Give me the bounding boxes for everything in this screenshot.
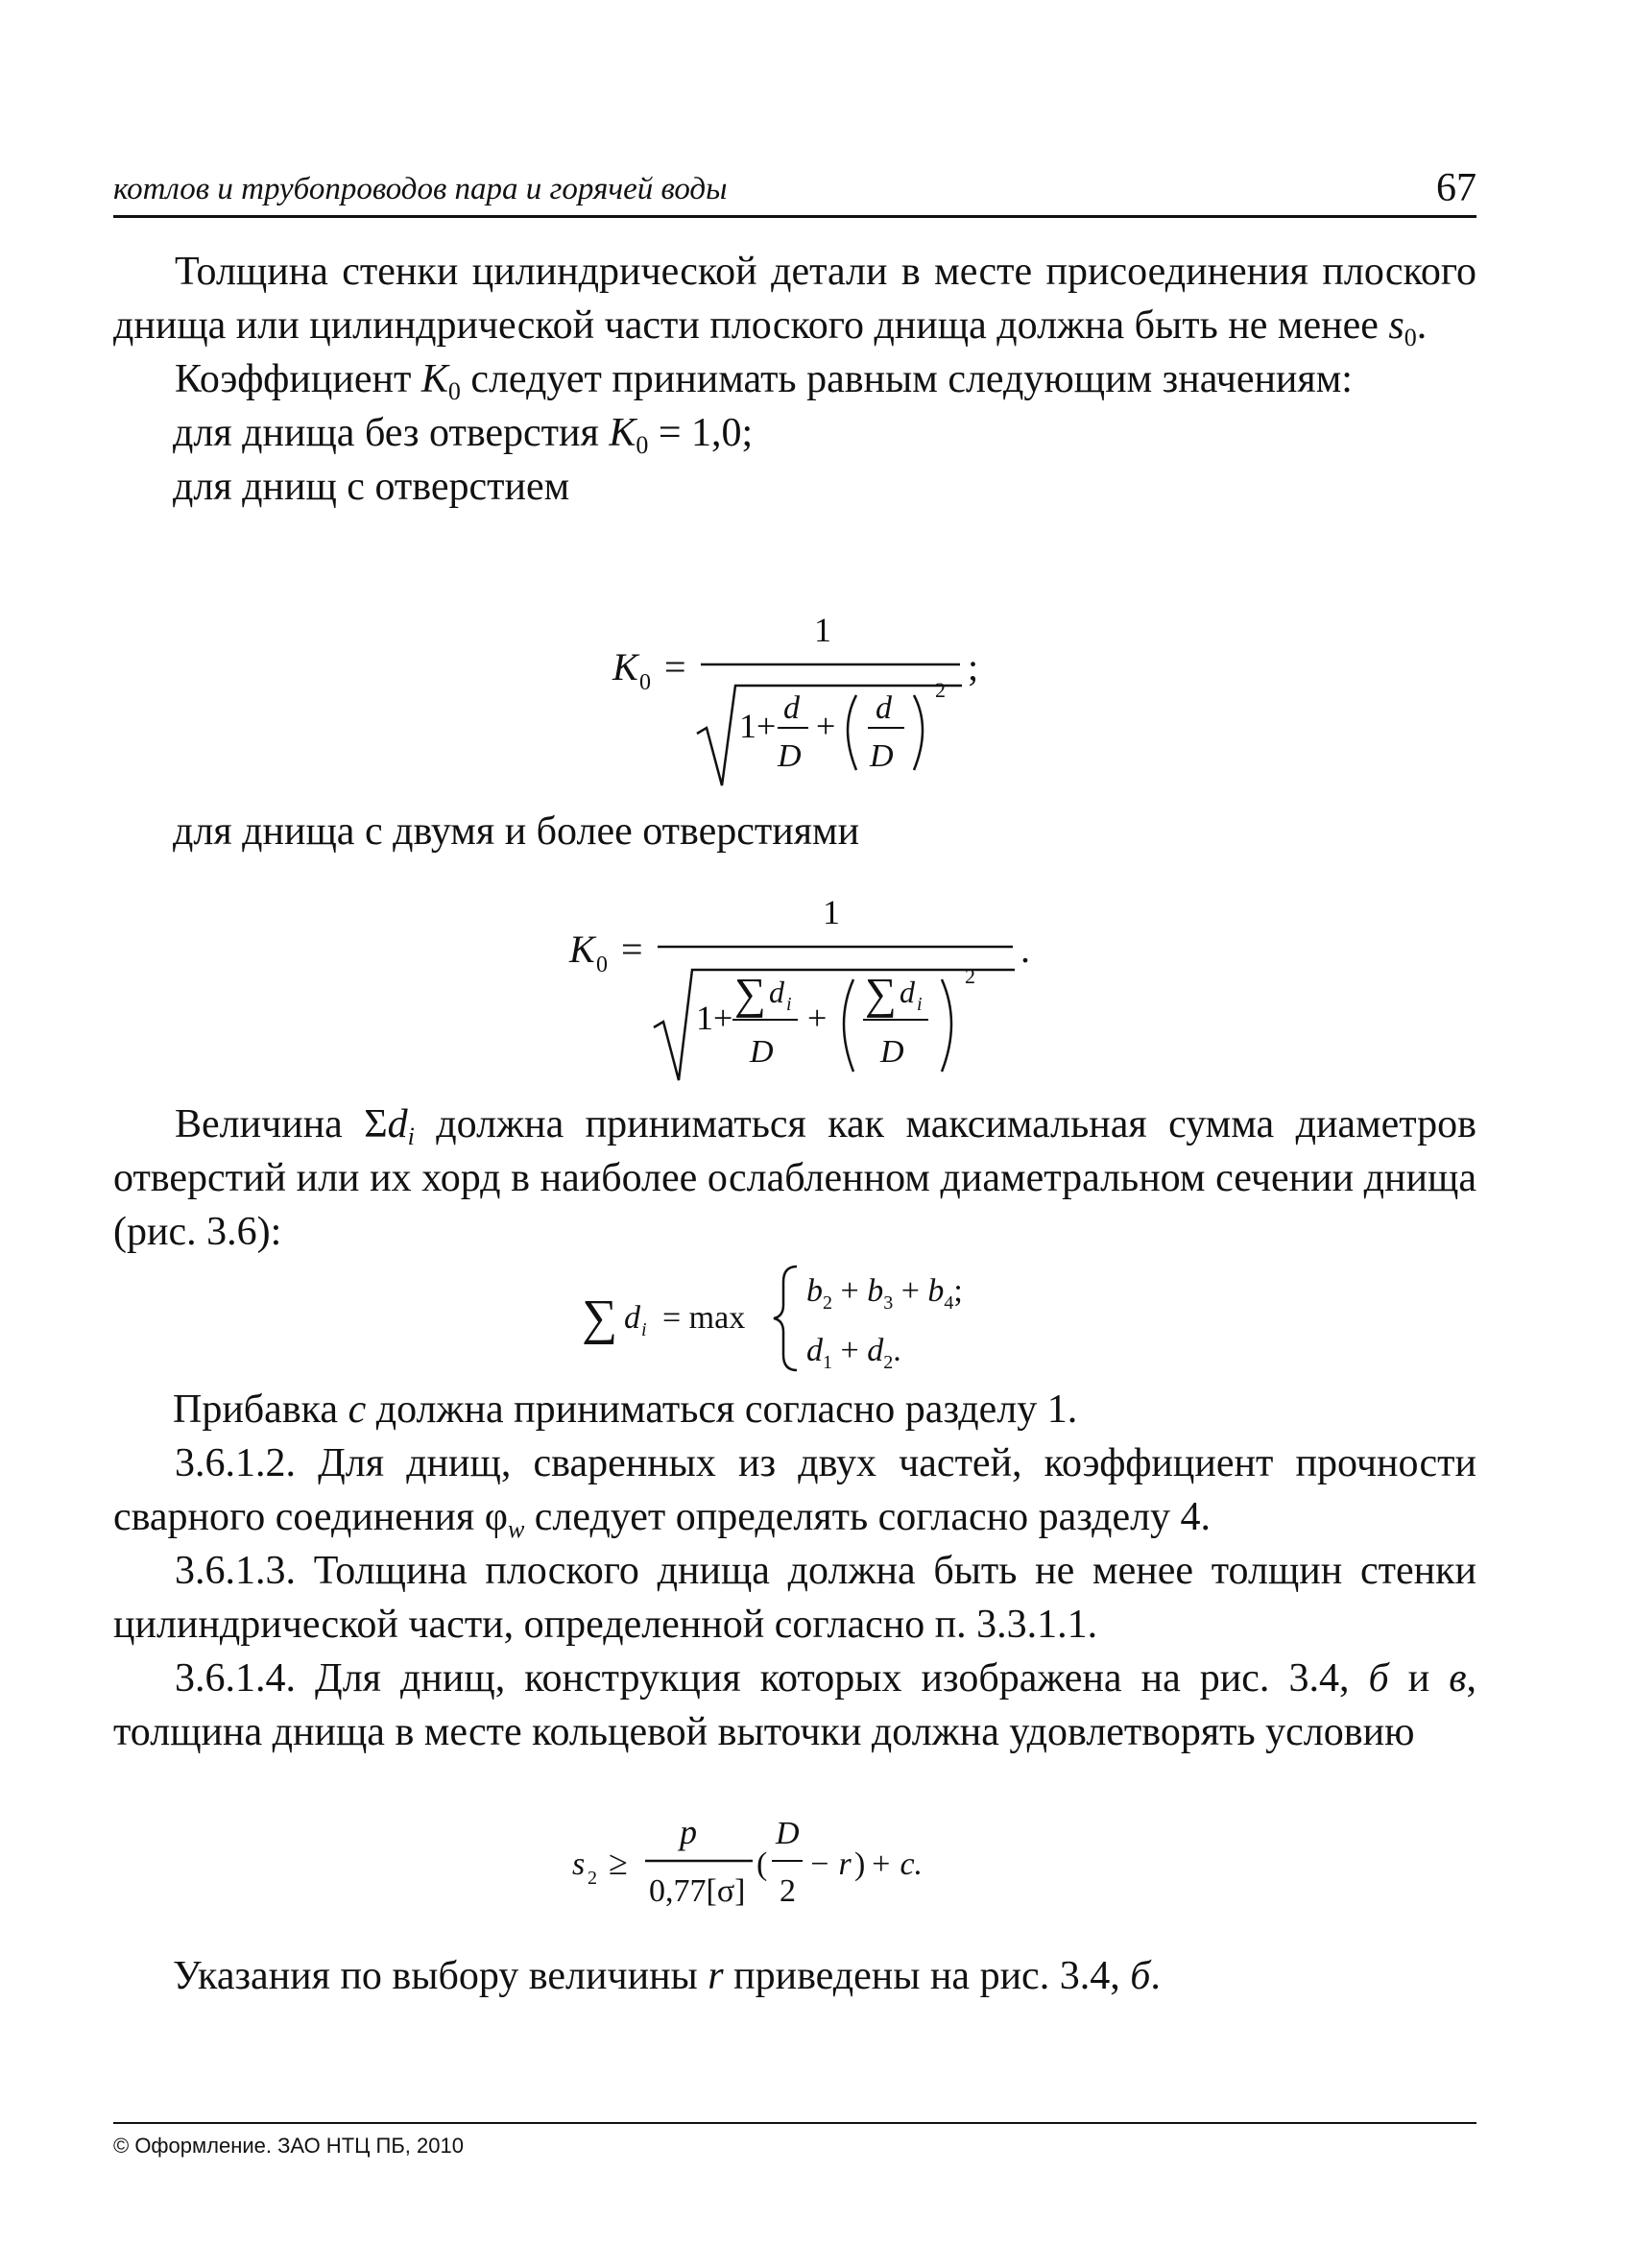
f2-lhs-sub: 0 — [596, 953, 608, 977]
f3-sum: ∑ — [582, 1291, 618, 1345]
f3-row-1: $b_2 + b_3 + b_4$; — [806, 1273, 963, 1314]
f4-paren-close: ) — [854, 1846, 866, 1882]
f2-i-1: i — [786, 994, 792, 1015]
f2-lhs: K — [569, 928, 595, 971]
running-header — [113, 165, 1476, 218]
f4-two: 2 — [780, 1873, 796, 1909]
f4-D: D — [776, 1816, 800, 1851]
f2-sum-1: ∑ — [734, 969, 766, 1018]
f1-d2: d — [876, 690, 892, 726]
f2-one-plus: 1+ — [696, 999, 733, 1037]
paragraph-allowance: Прибавка c должна приниматься согласно разделу 1. — [173, 1387, 1078, 1432]
f3-eq-max: = max — [662, 1300, 746, 1336]
f1-semicolon: ; — [968, 645, 979, 688]
paragraph-3-6-1-4: 3.6.1.4. Для днищ, конструкция которых изображена на рис. 3.4, б и в, толщина днища в месте кольцевой выточки должна удовлетворять условию — [113, 1656, 1476, 1754]
f4-lhs: s — [572, 1846, 586, 1882]
paragraph-with-hole: для днищ с отверстием — [173, 465, 570, 509]
f2-paren-right — [942, 979, 951, 1072]
f1-one-plus: 1+ — [739, 707, 777, 745]
formula-k0-single-hole — [605, 605, 1008, 802]
f3-i: i — [641, 1319, 647, 1340]
f1-lhs-sub: 0 — [639, 670, 651, 695]
f1-d: d — [783, 690, 800, 726]
f1-lhs: K — [612, 645, 638, 688]
paragraph-two-holes: для днища с двумя и более отверстиями — [173, 809, 860, 854]
f2-paren-left — [844, 979, 853, 1072]
f1-D: D — [778, 738, 802, 774]
text-block-1 — [113, 245, 1476, 514]
f1-square: 2 — [935, 678, 946, 702]
f1-paren-right — [914, 695, 923, 770]
paragraph-coefficient: Коэффициент $K_0$ следует принимать равным следующим значениям: — [175, 357, 1353, 405]
f3-d: d — [624, 1300, 640, 1336]
f2-d-1: d — [769, 975, 784, 1009]
page-footer — [113, 2122, 1476, 2159]
f2-period: . — [1020, 928, 1030, 971]
f4-paren-open: ( — [756, 1846, 768, 1882]
paragraph-3-6-1-3: 3.6.1.3. Толщина плоского днища должна быть не менее толщин стенки цилиндрической части, определенной согласно п. 3.3.1.1. — [113, 1549, 1476, 1647]
text-block-2 — [113, 805, 1476, 858]
f2-d-2: d — [900, 975, 915, 1009]
f1-paren-left — [848, 695, 856, 770]
page-number: 67 — [1436, 166, 1476, 210]
text-block-5 — [113, 1949, 1476, 2003]
formula-k0-multiple-holes — [562, 883, 1042, 1095]
paragraph-r-guidance: Указания по выбору величины r приведены на рис. 3.4, б. — [173, 1954, 1161, 1998]
f2-sum-2: ∑ — [865, 969, 897, 1018]
f4-plus-c: + c. — [870, 1846, 924, 1882]
f4-minus-r: − r — [808, 1846, 852, 1882]
f4-numerator: p — [680, 1813, 697, 1851]
f4-denominator: 0,77[σ] — [649, 1873, 746, 1909]
paragraph-wall-thickness: Толщина стенки цилиндрической детали в месте присоединения плоского днища или цилиндрической части плоского днища должна быть не менее $s_0$. — [113, 250, 1476, 351]
formula-s2 — [566, 1805, 1008, 1935]
paragraph-3-6-1-2: 3.6.1.2. Для днищ, сваренных из двух частей, коэффициент прочности сварного соединения $\varphi_w$ следует определять согласно разделу 4. — [113, 1441, 1476, 1543]
f2-plus: + — [807, 999, 828, 1037]
f2-i-2: i — [917, 994, 923, 1015]
paragraph-sum-definition: Величина $\Sigma d_i$ должна приниматься как максимальная сумма диаметров отверстий или их хорд в наиболее ослабленном диаметральном сечении днища (рис. 3.6): — [113, 1102, 1476, 1254]
f4-ge: ≥ — [609, 1844, 628, 1882]
f3-brace — [774, 1267, 797, 1370]
f2-eq: = — [621, 928, 643, 971]
f1-numerator: 1 — [814, 611, 831, 649]
text-block-3 — [113, 1098, 1476, 1259]
f2-D-1: D — [750, 1034, 774, 1070]
f4-lhs-sub: 2 — [588, 1868, 597, 1889]
f2-D-2: D — [880, 1034, 904, 1070]
formula-sum-max — [576, 1253, 1018, 1383]
paragraph-no-hole: для днища без отверстия $K_0 = 1,0$; — [173, 411, 754, 459]
copyright-text: © Оформление. ЗАО НТЦ ПБ, 2010 — [113, 2134, 464, 2158]
text-block-4 — [113, 1383, 1476, 1759]
f1-plus: + — [816, 707, 836, 745]
f2-square: 2 — [965, 964, 975, 988]
f1-D2: D — [870, 738, 894, 774]
f2-numerator: 1 — [823, 893, 840, 931]
f3-row-2: $d_1 + d_2$. — [806, 1333, 901, 1373]
f1-eq: = — [664, 645, 686, 688]
running-header-title: котлов и трубопроводов пара и горячей воды — [113, 172, 728, 206]
